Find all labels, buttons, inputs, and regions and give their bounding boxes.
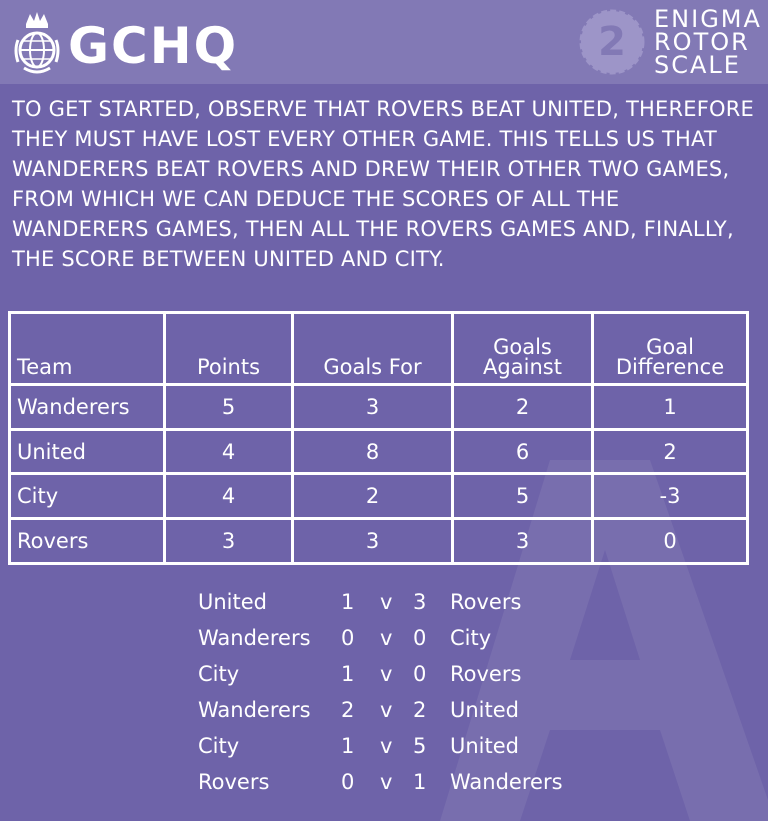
- goals-against-cell: 5: [453, 474, 593, 519]
- rotor-badge-number: 2: [598, 19, 626, 65]
- team-cell: Rovers: [10, 519, 165, 564]
- goals-against-cell: 3: [453, 519, 593, 564]
- goal-difference-cell: 0: [593, 519, 748, 564]
- versus-label: v: [380, 770, 393, 794]
- goal-difference-cell: 1: [593, 384, 748, 429]
- versus-label: v: [380, 734, 393, 758]
- header-team: Team: [10, 313, 165, 385]
- match-result-row: [198, 768, 563, 804]
- away-team: United: [450, 698, 519, 722]
- goals-against-cell: 2: [453, 384, 593, 429]
- crown-globe-crest-icon: [12, 10, 62, 76]
- home-score: 1: [341, 662, 355, 686]
- match-result-row: [198, 624, 558, 660]
- table-row: [10, 429, 748, 474]
- versus-label: v: [380, 626, 393, 650]
- goals-for-cell: 3: [293, 519, 453, 564]
- goal-difference-cell: -3: [593, 474, 748, 519]
- header-goal-difference: Goal Difference: [593, 313, 748, 385]
- home-score: 1: [341, 734, 355, 758]
- away-score: 0: [413, 626, 427, 650]
- home-team: Wanderers: [198, 626, 311, 650]
- points-cell: 4: [165, 429, 293, 474]
- rotor-title-line: ENIGMA: [654, 5, 762, 33]
- points-cell: 5: [165, 384, 293, 429]
- team-cell: Wanderers: [10, 384, 165, 429]
- home-score: 2: [341, 698, 355, 722]
- header-goals-against: Goals Against: [453, 313, 593, 385]
- away-team: City: [450, 626, 492, 650]
- away-score: 1: [413, 770, 427, 794]
- team-cell: United: [10, 429, 165, 474]
- away-score: 3: [413, 590, 427, 614]
- match-result-row: [198, 732, 558, 768]
- header-points: Points: [165, 313, 293, 385]
- away-team: United: [450, 734, 519, 758]
- team-cell: City: [10, 474, 165, 519]
- away-team: Wanderers: [450, 770, 563, 794]
- goals-against-cell: 6: [453, 429, 593, 474]
- rotor-title-line: SCALE: [654, 51, 741, 79]
- match-result-row: [198, 696, 558, 732]
- table-row: [10, 519, 748, 564]
- match-result-row: [198, 660, 558, 696]
- points-cell: 3: [165, 519, 293, 564]
- match-results-list: [198, 588, 563, 804]
- goal-difference-cell: 2: [593, 429, 748, 474]
- enigma-rotor-scale-title: [654, 5, 764, 79]
- table-row: [10, 474, 748, 519]
- home-team: Rovers: [198, 770, 270, 794]
- home-score: 0: [341, 626, 355, 650]
- goals-for-cell: 3: [293, 384, 453, 429]
- away-score: 5: [413, 734, 427, 758]
- rotor-title-line: ROTOR: [654, 28, 750, 56]
- away-score: 0: [413, 662, 427, 686]
- home-score: 0: [341, 770, 355, 794]
- gchq-logo-text: GCHQ: [68, 17, 239, 75]
- goals-for-cell: 2: [293, 474, 453, 519]
- home-team: Wanderers: [198, 698, 311, 722]
- league-table: [8, 311, 749, 565]
- match-result-row: [198, 588, 558, 624]
- versus-label: v: [380, 698, 393, 722]
- home-score: 1: [341, 590, 355, 614]
- away-team: Rovers: [450, 662, 522, 686]
- home-team: United: [198, 590, 267, 614]
- goals-for-cell: 8: [293, 429, 453, 474]
- home-team: City: [198, 662, 240, 686]
- home-team: City: [198, 734, 240, 758]
- points-cell: 4: [165, 474, 293, 519]
- versus-label: v: [380, 590, 393, 614]
- table-header-row: [10, 313, 748, 385]
- header-goals-for: Goals For: [293, 313, 453, 385]
- intro-paragraph: TO GET STARTED, OBSERVE THAT ROVERS BEAT UNITED, THEREFORE THEY MUST HAVE LOST EVERY OTHER GAME. THIS TELLS US THAT WANDERERS BEAT ROVERS AND DREW THEIR OTHER TWO GAMES, FROM WHICH WE CAN DEDUCE THE SCORES OF ALL THE WANDERERS GAMES, THEN ALL THE ROVERS GAMES AND, FINALLY, THE SCORE BETWEEN UNITED AND CITY.: [12, 97, 755, 271]
- away-score: 2: [413, 698, 427, 722]
- table-row: [10, 384, 748, 429]
- away-team: Rovers: [450, 590, 522, 614]
- versus-label: v: [380, 662, 393, 686]
